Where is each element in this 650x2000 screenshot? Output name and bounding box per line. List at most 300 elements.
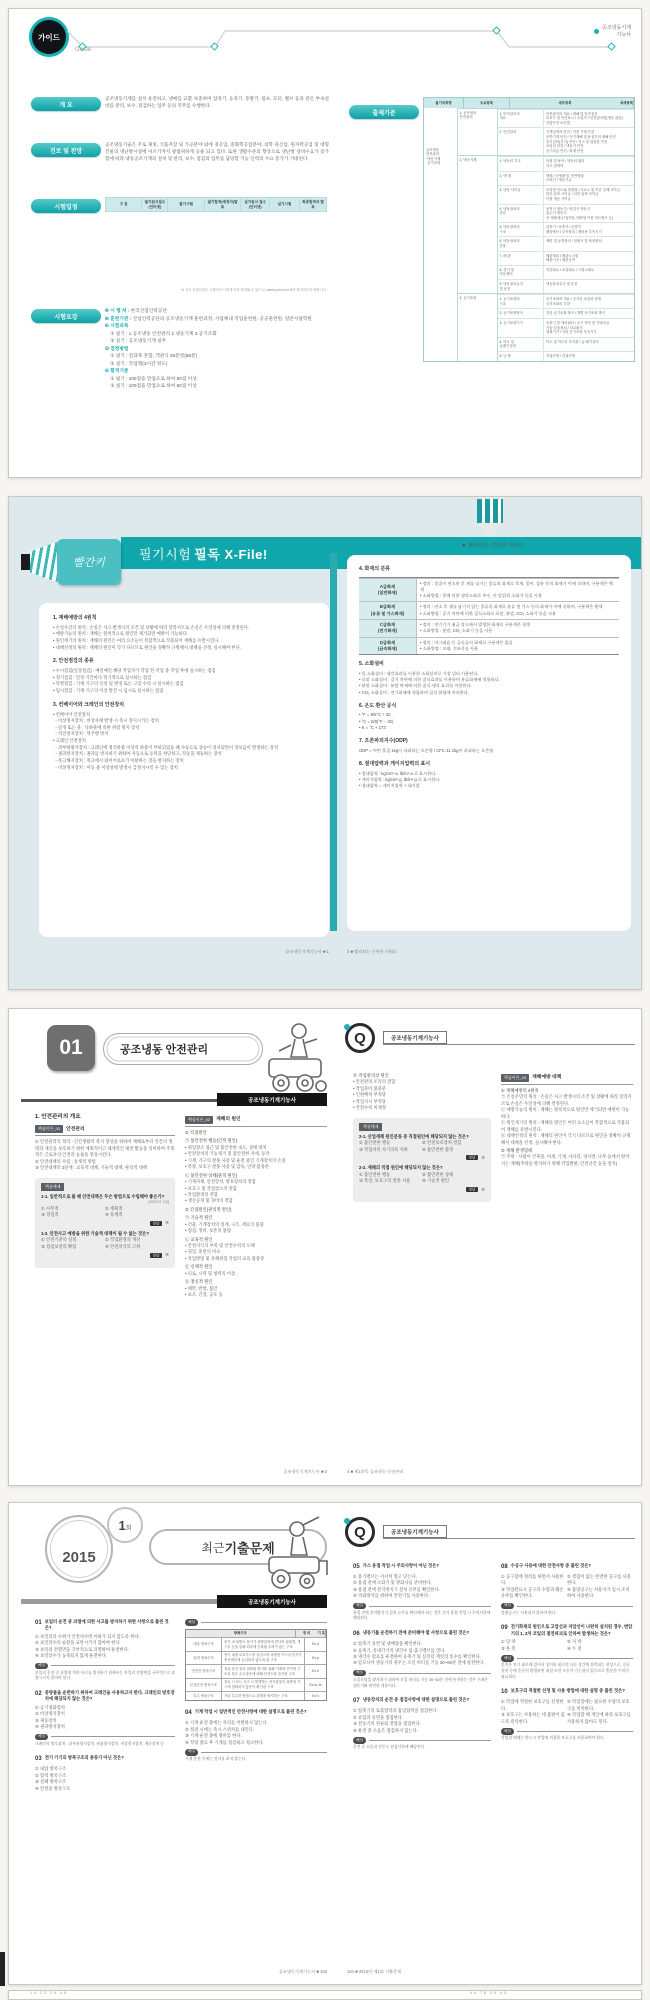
theory-block <box>185 1279 327 1298</box>
criteria-sub-rows <box>498 294 634 360</box>
option: ① 압축기의 토출압력과 흡입압력을 점검한다. <box>353 1708 438 1714</box>
option: ① 공기정화장치 <box>35 1704 65 1710</box>
question-head <box>35 1755 175 1764</box>
bullet-line: • 경험, 훈련의 미숙 <box>185 1249 221 1255</box>
theory-blocks <box>353 1073 491 1112</box>
overview-pill: 개 요 <box>31 97 101 111</box>
option: ③ 혼 촉 <box>501 1645 516 1651</box>
options <box>359 1140 485 1153</box>
answer-line <box>41 1220 169 1227</box>
definition-cell: 용기 내에 보호가스를 압입시켜 폭발성 가스나 증기가 용기내부에 유입되지 않도록 된 구조 <box>224 1653 302 1663</box>
option: ① 공구함에 정리를 하면서 사용한다. <box>501 1574 564 1586</box>
option: ③ 작업자의 사기의욕 저하 <box>359 1146 408 1152</box>
symbol-cell: Ex p <box>304 1652 326 1665</box>
exam-illustration <box>263 1513 329 1593</box>
question-item <box>501 1563 633 1616</box>
table-row <box>498 171 634 185</box>
option: ② 보일러수의 순환을 교란시키지 않아야 한다. <box>35 1640 121 1646</box>
bullet-line: • 피로, 시력 및 청력의 이상 <box>185 1270 236 1276</box>
criteria-sub-cell: 1. 공기조화의 기초 <box>498 295 544 308</box>
explanation-rule <box>185 1749 327 1756</box>
overview-text: 공조냉동기계를 설치 운전하고, 냉매를 교환·보충하며 압축기, 응축기, 증발기, 펌프, 모터, 밸브 등과 같은 부속설비를 관리, 보수, 점검하는 업무 등의 직무를 수행한다. <box>105 96 329 109</box>
page-footer-right: 164 ■ 2015년 제1회 기출문제 <box>347 1969 402 1974</box>
block-lines <box>501 1094 633 1146</box>
option: ① 내압 방폭구조 <box>35 1766 67 1772</box>
option: ② 지 락 <box>567 1639 582 1645</box>
table-row <box>498 204 634 223</box>
bullet-line: • 위험장소 접근 및 불안전한 속도, 상태 방치 <box>185 1144 267 1150</box>
option: ④ 역화방지를 위하여 안전기를 사용한다. <box>353 1593 430 1599</box>
table-row <box>498 127 634 155</box>
options <box>35 1766 175 1792</box>
question-item <box>185 1709 327 1762</box>
criteria-header-cell: 필기과목명 <box>424 98 464 108</box>
criteria-sub-cell: 9. 냉동장치유지 및 운전 <box>498 280 544 293</box>
question-number: 07 <box>353 1698 360 1705</box>
pencil-tip-icon <box>21 554 30 570</box>
schedule-header-cell: 실기원서 접수(인터넷) <box>241 198 270 212</box>
list-item <box>105 322 333 330</box>
question-head <box>35 1690 175 1703</box>
theory-block <box>185 1264 327 1277</box>
section-lines <box>359 771 619 790</box>
theory-block <box>185 1207 327 1213</box>
exam-title-light: 최근 <box>201 1540 225 1555</box>
criteria-sub-cell: 4. 냉동장치의 종류 <box>498 205 544 223</box>
option: ② 작업환경의 개선 <box>105 1237 141 1243</box>
theory-block <box>185 1237 327 1263</box>
explanation-rule <box>501 1728 633 1735</box>
explanation-badge: 해설 <box>501 1603 514 1610</box>
chapter-number: 01 <box>47 1025 95 1071</box>
table-row <box>498 294 634 308</box>
question-text: 전기 기기의 방폭구조의 종류가 아닌 것은? <box>44 1755 124 1761</box>
theory-block <box>501 1088 633 1146</box>
schedule-header-cell: 필기원서접수(인터넷) <box>142 198 168 212</box>
slogan-marker-icon: ▼ <box>461 543 467 549</box>
right-page-header <box>345 1517 635 1549</box>
question-number: 08 <box>501 1564 508 1570</box>
table-row <box>498 265 634 279</box>
section-title: 5. 소화설비 <box>359 661 384 668</box>
bullet-line: • 임시점검 : 기계·기구의 이상 발견 시 임시로 실시하는 점검 <box>53 688 164 694</box>
options <box>353 1641 491 1667</box>
fire-class-cell: C급화재 (전기화재) <box>359 620 417 637</box>
table-row <box>498 251 634 265</box>
section-lines <box>53 668 315 695</box>
summary-item-text: ② 실기 : 공조냉동기계 실무 <box>105 338 167 344</box>
question-item <box>501 1688 633 1741</box>
option: ③ 경험적 <box>41 1212 59 1217</box>
criteria-sub-cell: 7. 배 관 <box>498 252 544 265</box>
strip-fragment-right: 45 78 89 93 <box>470 1990 508 1995</box>
table-row <box>359 601 619 619</box>
exam-title-bold: 기출문제 <box>224 1540 275 1556</box>
bullet-line: ㉠ 손실우연의 원칙 : 손실은 사고 발생시의 조건 및 상황에 따라 달라지므로 손실은 우연성에 의해 결정된다. <box>501 1094 632 1106</box>
left-sections <box>53 615 315 771</box>
section-title: 7. 오존파괴지수(ODP) <box>359 738 408 745</box>
block-lines <box>501 1154 633 1167</box>
example-item <box>359 1165 485 1193</box>
bullet-line: • 크레인 안전장치 <box>53 738 86 744</box>
guide-subtitle: Guide <box>75 47 92 53</box>
explanation-badge: 해설 <box>185 1749 198 1756</box>
criteria-subject-cell: 공조냉동 안전관리 ·냉동기계 ·공기조화 <box>424 108 458 361</box>
option: ④ 통계적 <box>105 1212 123 1217</box>
table-row <box>498 337 634 351</box>
fire-class-cell: D급화재 (금속화재) <box>359 638 417 655</box>
option: ③ 전동기의 전류와 전압을 점검한다. <box>353 1721 421 1727</box>
explanation-badge: 해설 <box>501 1728 514 1735</box>
option: ② 불안전한 상태 <box>422 1171 454 1177</box>
options <box>35 1634 175 1660</box>
explanation-rule <box>501 1655 633 1662</box>
explanation-rule <box>353 1603 491 1610</box>
table-header-cell: 정 의 <box>302 1631 311 1636</box>
schedule-header-cell: 필기시험 <box>168 198 204 212</box>
question-text: 냉동기를 운전하기 전에 준비해야 할 사항으로 틀린 것은? <box>362 1630 470 1636</box>
option: ④ 암모니아 냉동기의 경우는 오일 히터를 기동 30~60분 전에 통전한다. <box>353 1660 485 1666</box>
bullet-line: • 안전장치의 기능제거 및 불안전한 자세, 동작 <box>185 1151 270 1157</box>
guide-tab-label: 가이드 <box>38 32 60 42</box>
question-text: 냉동장치의 운전 중 점검사항에 대한 설명으로 틀린 것은? <box>362 1697 470 1703</box>
explanation <box>353 1737 491 1751</box>
section-title: 6. 온도 환산 공식 <box>359 702 397 709</box>
summary-item-text: ① 필기 : 100점을 만점으로 하여 60점 이상 <box>105 375 197 381</box>
bullet-line: • 포말 소화설비 : 공기 차단에 의한 질식효과를 이용하며 유류화재에 적합하다. <box>359 676 500 682</box>
criteria-group-row <box>458 155 634 293</box>
explanation-text: 용접 전에 전격방지기 설치 유무를 확인해야 하는 것은 전기 용접 작업 시 주의사항에 해당된다. <box>353 1610 491 1621</box>
table-row <box>186 1637 326 1651</box>
criteria-sub-cell: 2. 공기조화방식 <box>498 309 544 318</box>
example-tag: [2002년 1회] <box>148 1200 169 1205</box>
option: ③ 복장, 보호구의 잘못 사용 <box>359 1178 411 1184</box>
career-text: 공조냉동기술은 주로 제빙, 식품저장 및 가공분야 외에 경공업, 중화학공업분야, 의학·축산업, 원자력공업 및 대형건물의 냉난방시설에 이르기까지 광범위하게 응용 되고 있다. 또한 생활수준의 향상으로 냉난방 설비수요가 증가함에 따라 냉동공조기계의 설치 및 관리, 보수, 점검의 업무를 담당할 기능 인력의 수요 증가가 기대된다. <box>105 142 329 162</box>
brand-box: 공조냉동기계기능사 <box>383 1525 447 1538</box>
schedule-header-cell: 실기시험 <box>270 198 300 212</box>
options <box>41 1237 169 1250</box>
bullet-line: • 복장, 보호구 잘못 사용 및 감독, 연락 불충분 <box>185 1164 270 1170</box>
keyword-section <box>53 615 315 651</box>
option: ① 보일러의 수위가 안전저수면 이하가 되지 않도록 한다. <box>35 1633 140 1639</box>
strip-fragment-left: 13 23 29 45 <box>30 1990 68 1995</box>
question-head <box>353 1697 491 1706</box>
page-footer-left: 공조냉동기계기능사 ■ 1 <box>285 949 329 954</box>
theory-block <box>185 1130 327 1136</box>
chapter-illustration <box>261 1017 329 1095</box>
bullet-line: • 기계, 기구의 잘못 사용 및 운전 중인 기계장치의 손질 <box>185 1157 286 1163</box>
bullet-line: • 원인계기의 원칙 : 재해의 원인은 여러 요소들이 복합적으로 작용되어 재해를 유발시킨다. <box>53 638 220 644</box>
symbol-cell: Ex e <box>304 1665 326 1678</box>
page-footer-right: 2 ■ 빨리보는 간단한 키워드 <box>347 949 397 954</box>
question-list <box>501 1563 633 1742</box>
redkey-page <box>8 496 642 990</box>
explanation <box>185 1749 327 1763</box>
table-row <box>498 185 634 204</box>
fire-class-table <box>359 577 619 656</box>
table-row <box>498 308 634 318</box>
definition-cell: 기타 특수한 방법으로 폭발을 방지하는 구조 <box>224 1693 288 1698</box>
bullet-line: • K = °C + 273 <box>359 724 386 730</box>
explanation-rule <box>35 1734 175 1741</box>
block-heading: ② 재해 발생형태 <box>501 1147 533 1153</box>
explanation-rule <box>501 1603 633 1610</box>
bullet-line: ㉠ 추락 : 사람이 건축물, 비계, 기계, 사다리, 경사면, 나무 등에서 떨어지는 재해(추락을 방지하기 위해 작업발판, 안전난간 등을 설치) <box>501 1154 630 1166</box>
bullet-line: • 보호구 및 작업장소의 결함 <box>185 1185 237 1191</box>
bullet-line: ㉣ 대책선정의 원칙 : 재해의 원인이 각기 다르므로 원인을 정확히 규명해서 대책을 선정, 실시해야 한다. <box>501 1133 631 1145</box>
question-list <box>35 1619 175 1792</box>
table-row <box>498 109 634 128</box>
summary-item-label: ❸ 시험과목 <box>105 323 129 329</box>
example-question: 2-1. 산업재해 원인분류 중 직접원인에 해당되지 않는 것은? <box>359 1133 469 1139</box>
redkey-pencil-tab <box>21 539 121 585</box>
answer-value: ④ <box>165 1220 169 1226</box>
explanation-badge: 해설 <box>353 1737 366 1744</box>
left-column-2 <box>185 1113 327 1465</box>
block-heading: ① 직접원인 <box>185 1130 207 1135</box>
question-item <box>353 1697 491 1750</box>
block-heading: ㉤ 작업관리상 원인 <box>353 1073 389 1078</box>
theory-blocks <box>185 1130 327 1299</box>
question-head <box>501 1624 633 1637</box>
option: ④ 작업할 때 개인에 따라 보호구를 사용하지 않아도 된다. <box>567 1712 631 1724</box>
bullet-line: • 특별점검 : 기계·기구의 신설 및 변경 또는 고장 수리 시 실시하는 점검 <box>53 681 184 687</box>
criteria-sub-cell: 2. 안전관리 <box>498 128 544 155</box>
criteria-detail-cell: 중앙 공기조화 방식 / 개별 공기조화 방식 <box>546 311 605 316</box>
option: ④ 보일러수가 농축되지 않게 운전한다. <box>35 1653 108 1659</box>
keyword-section <box>359 703 619 731</box>
theory-block <box>185 1173 327 1205</box>
table-row <box>498 351 634 361</box>
question-text: 중량물을 운반하기 위하여 크레인을 사용하고자 한다. 크레인의 방호장치에 해당되지 않는 것은? <box>44 1690 175 1702</box>
bullet-line: • 대책선정의 원칙 : 재해의 원인이 각기 다르므로 원인을 정확히 규명해서 대책을 선정, 실시해야 한다. <box>53 644 241 650</box>
theory-block <box>185 1215 327 1234</box>
bullet-line: • 기계자체, 안전장치, 방호장치의 결함 <box>185 1179 256 1185</box>
option: ② 용접 전에 소화기 및 방화사를 준비한다. <box>353 1580 432 1586</box>
question-list <box>185 1709 327 1762</box>
next-page-strip <box>8 1990 642 2000</box>
summary-item-label: ❶ 시 행 처 : <box>105 308 131 313</box>
criteria-sub-rows <box>498 156 634 293</box>
option: ① 안전기준의 설정 <box>41 1237 77 1243</box>
explanation <box>501 1728 633 1742</box>
summary-item-text: ② 실기 : 작업형(3시간 정도) <box>105 360 168 366</box>
answer-badge: 정답 <box>150 1253 162 1258</box>
options <box>501 1574 633 1600</box>
criteria-sub-cell: 6. 냉동장치의 응용 <box>498 237 544 250</box>
criteria-sub-cell: 1. 안전관리의 개요 <box>498 110 544 128</box>
bullet-line: • °F = 9/5°C + 32 <box>359 712 391 718</box>
pencil-point-icon <box>477 523 503 537</box>
redkey-right-box <box>347 555 631 931</box>
bullet-line: • °C = 5/9(°F − 32) <box>359 718 394 724</box>
question-head <box>501 1563 633 1572</box>
bullet-line: • 작업준비 불충분 <box>353 1085 386 1091</box>
left-column-1 <box>35 1619 175 1961</box>
criteria-table <box>423 97 635 362</box>
right-column-1 <box>353 1563 491 1963</box>
criteria-sub-rows <box>498 109 634 156</box>
explanation-text: 혼촉은 전기 회로에 있어서 상이한 회로의 다른 상간에 접촉되는 현상으로, 신호 설비 등에 혼동이 발생하면 위험 또한 오동작 가능성이 있으므로 충분한 주의가 필요하다. <box>501 1663 630 1679</box>
explanation-rule <box>353 1737 491 1744</box>
block-lines <box>185 1222 327 1235</box>
option: ③ 전폐 방폭구조 <box>35 1779 67 1785</box>
corner-line2: 기능사 <box>616 31 631 38</box>
fire-section-title: 4. 화재의 분류 <box>359 566 391 572</box>
criteria-sub-cell: 8. 전기 및 자동제어 <box>498 266 544 279</box>
criteria-detail-cell: 직접난방 / 간접난방 <box>546 353 576 358</box>
section-title: 1. 재해예방의 4원칙 <box>53 615 97 621</box>
block-lines <box>185 1179 327 1205</box>
theory-label: 핵심이론_01 <box>35 1125 63 1133</box>
table-row <box>186 1678 326 1692</box>
criteria-header-cell: 주요항목 <box>464 98 510 108</box>
answer-line <box>41 1252 169 1259</box>
band-title-bold: 필독 X-File! <box>194 546 268 562</box>
page-footer-right: 4 ■ 제1과목 공조냉동 안전관리 <box>347 1469 404 1474</box>
criteria-sub-cell: 5. 난 방 <box>498 352 544 361</box>
slogan-text: 빨리보는 간단한 키워드 <box>467 543 525 549</box>
criteria-detail-cell: 송풍기 및 에어필터 / 공기 냉각 및 가열코일 가습·감습장치 / 열교환기 열원기기 / 기타 공기조화 부속기기 <box>546 321 610 335</box>
options <box>353 1708 491 1734</box>
theory-title: 안전관리 <box>66 1126 85 1132</box>
bullet-line: • 예방가능의 원칙 : 재해는 원칙적으로 원인만 제거되면 예방이 가능하다. <box>53 631 189 637</box>
theory-block <box>185 1138 327 1170</box>
brand-badge: 공조냉동기계기능사 <box>217 1093 327 1106</box>
block-lines <box>185 1145 327 1171</box>
side-strip <box>330 553 337 931</box>
list-item <box>105 315 333 323</box>
option: ④ 안전의식의 고취 <box>105 1243 141 1249</box>
timeline-line-icon <box>67 17 627 61</box>
theory-title: 재해의 원인 <box>216 1117 241 1123</box>
example-box <box>353 1118 491 1203</box>
criteria-detail-cell: 직류회로 / 교류회로 / 시퀀스회로 <box>546 267 595 272</box>
block-heading: ㉠ 기술적 원인 <box>185 1215 213 1221</box>
redkey-tab-label: 빨간키 <box>57 539 121 585</box>
criteria-detail-cell: 용적식 냉동기 / 원심식 냉동기 흡수식 냉동기 신·재생에너지(지열, 태양열 이용 히트펌프 등) <box>546 206 614 220</box>
theory-block <box>501 1148 633 1167</box>
section-lines <box>359 748 619 754</box>
bullet-line: • 태만, 반항, 불만 <box>185 1285 218 1291</box>
bullet-line: - 권과방지장치 : 권과를 방지하기 위하여 자동으로 동력을 차단하고, 작동을 제동하는 장치 <box>53 751 222 757</box>
option: ② 계획적 <box>105 1205 123 1211</box>
example-question: 1-1. 일반적으로 볼 때 안전대책은 무슨 방법으로 수립해야 좋은가? <box>41 1193 165 1199</box>
theory-header <box>501 1074 633 1085</box>
criteria-sub-cell: 4. 덕트 및 급배기설비 <box>498 338 544 351</box>
corner-dot-icon <box>594 29 599 34</box>
keyword-section <box>53 702 315 772</box>
option: ② 유압과 유면을 점검한다. <box>353 1714 404 1720</box>
table-row <box>498 318 634 337</box>
question-item <box>35 1619 175 1682</box>
right-column-1 <box>353 1071 491 1461</box>
example-box <box>35 1178 175 1268</box>
career-pill: 진로 및 전망 <box>31 143 101 157</box>
section-title: 8. 절대압력과 게이지압력의 표시 <box>359 761 431 768</box>
summary-item-text: ① 필기 : 전과목 혼합, 객관식 60문항(60분) <box>105 353 198 359</box>
table-header-cell: 방폭구조 <box>186 1630 296 1638</box>
summary-item-text: ① 필기 : 1.공조냉동 안전관리 2.냉동기계 3.공기조화 <box>105 330 217 336</box>
section-title: 3. 컨베이어와 크레인의 안전장치 <box>53 701 125 708</box>
corner-line1: 공조냉동기계 <box>602 25 631 31</box>
example-item <box>41 1194 169 1227</box>
structure-cell: 특수 방폭구조 <box>186 1692 222 1700</box>
theory-title: 재해예방 대책 <box>532 1075 562 1081</box>
criteria-header-row <box>424 98 634 108</box>
redkey-left-box <box>39 603 329 937</box>
summary-item-label: ❺ 합격기준 <box>105 368 129 374</box>
section-lines <box>53 625 315 652</box>
explanation-badge: 해설 <box>35 1663 48 1670</box>
bullet-line: • 작업방법 및 유해위험 작업의 교육 불충분 <box>185 1255 265 1261</box>
option: ① 용기밸브는 서서히 열고 닫는다. <box>353 1574 417 1579</box>
option: ① 단 락 <box>501 1639 516 1645</box>
bullet-line: • 절대압력 : kg/cm²·a, lb/in²·a 로 표시한다. <box>359 770 437 776</box>
symbol-cell: Ex d <box>304 1638 326 1651</box>
redkey-slogan <box>461 541 524 549</box>
fire-desc-cell: • 정의 : 연소 후 재를 남기지 않는 종류의 화재로 유류 및 가스 등의 화재가 이에 속하며, 구분색은 황색 • 소화방법 : 공기 차단에 의한 질식소화로 포말, 분말, CO₂ 소화기 등을 사용 <box>420 604 603 616</box>
table-row <box>498 222 634 236</box>
explanation-rule <box>353 1670 491 1677</box>
question-number: 04 <box>185 1710 192 1717</box>
question-text: 기계 작업 시 일반적인 안전사항에 대한 설명으로 틀린 것은? <box>194 1709 307 1715</box>
explosion-proof-table <box>185 1629 327 1702</box>
option: ④ 안전증 방폭구조 <box>35 1785 71 1791</box>
answer-value: ④ <box>481 1186 485 1192</box>
bullet-line: - 훅크해지장치 : 훅크에서 와이어로프가 이탈하는 것을 방지하는 장치 <box>53 758 184 764</box>
option: ④ 운전 중 소음은 점검하지 않는다. <box>353 1727 418 1733</box>
bullet-line: • CO₂ 소화설비 : 전기화재에 적합하며 질식 위험에 주의한다. <box>359 689 470 695</box>
criteria-detail-cell: 기계설비의 안전 / 각종 기계 안전 운반기계 안전 / 전기재해 및 용접기의 재해 안전 전기설비(기기) 안전 / 가스 및 위험물 안전 보일러 안전 / 냉동기 안전 공구취급 안전 / 화재 안전 <box>546 130 616 153</box>
answer-value: ③ <box>481 1154 485 1160</box>
section-lines <box>359 712 619 731</box>
symbol-cell: Ex ia, ib <box>304 1679 326 1692</box>
criteria-major-cell: 1. 공조냉동 안전관리 <box>458 109 498 156</box>
criteria-group-row <box>458 293 634 360</box>
corner-title <box>594 25 631 39</box>
table-row <box>186 1651 326 1665</box>
criteria-body <box>424 108 634 361</box>
bullet-line: • 컨베이어 안전장치 <box>53 711 91 717</box>
keyword-section <box>53 658 315 694</box>
structure-cell: 안전증 방폭구조 <box>186 1665 222 1678</box>
option: ③ 기계 운전 중에 정비를 한다. <box>185 1733 242 1739</box>
theory-line: ① 안전관리의 정의 : 인간생활의 복지 향상을 위하여 재해로부터 인간의 생명과 재산을 보호하기 위한 계획적이고 체계적인 제반 활동을 의미하며 주목적은 근로자의 안전과 능률을 향상시킨다. <box>35 1139 175 1158</box>
explanation-text: 보일러 운전 중 과열에 의한 사고를 방지하기 위해서는 보일러 전열면을 국부적으로 과열시키지 않아야 한다. <box>35 1670 175 1681</box>
keyword-section <box>359 661 619 696</box>
explanation-text: 불량공구는 사용되지 않아야 한다. <box>501 1610 557 1615</box>
answer-badge: 정답 <box>150 1221 162 1226</box>
round-suffix: 회 <box>125 1525 132 1532</box>
bullet-line: • 초조, 긴장, 공포 등 <box>185 1292 223 1298</box>
list-item <box>105 360 333 368</box>
option: ① 불안전한 행동 <box>359 1171 391 1177</box>
criteria-detail-cell: 안전관리의 개요 / 재해 및 안전점검 보호구 및 안전표시 / 고압가스안전관리법(냉동 관련) 산업안전 보건법 <box>546 111 623 125</box>
theory-line: ③ 안전대책의 3단계 : 교육적 대책, 기술적 대책, 관리적 대책 <box>35 1165 147 1171</box>
answer-line <box>359 1187 485 1194</box>
option: ① 압축기 유면 및 냉매량을 확인한다. <box>353 1641 423 1647</box>
bullet-line: ㉢ 원인계기의 원칙 : 재해의 원인은 여러 요소들이 복합적으로 작용되어 재해를 유발시킨다. <box>501 1120 630 1132</box>
summary-item-label: ❷ 훈련기관 : <box>105 315 133 321</box>
exam-year-circle: 2015 <box>45 1515 113 1583</box>
bullet-line: ODP = 어떤 물질 1kg이 파괴하는 오존량 / CFC-11 1kg이 파괴하는 오존량 <box>359 747 494 753</box>
block-heading: ㉡ 교육적 원인 <box>185 1236 213 1242</box>
example-label: 핵심예제 <box>41 1183 64 1191</box>
bullet-line: - 비상정지장치 : 비상사태 발생 시 즉시 정지시키는 장치 <box>53 718 159 724</box>
criteria-detail-cell: 공기조화의 개요 / 공기의 성질과 상태 공기조화의 부하 <box>546 297 601 306</box>
explanation-badge: 해설 <box>35 1734 48 1741</box>
